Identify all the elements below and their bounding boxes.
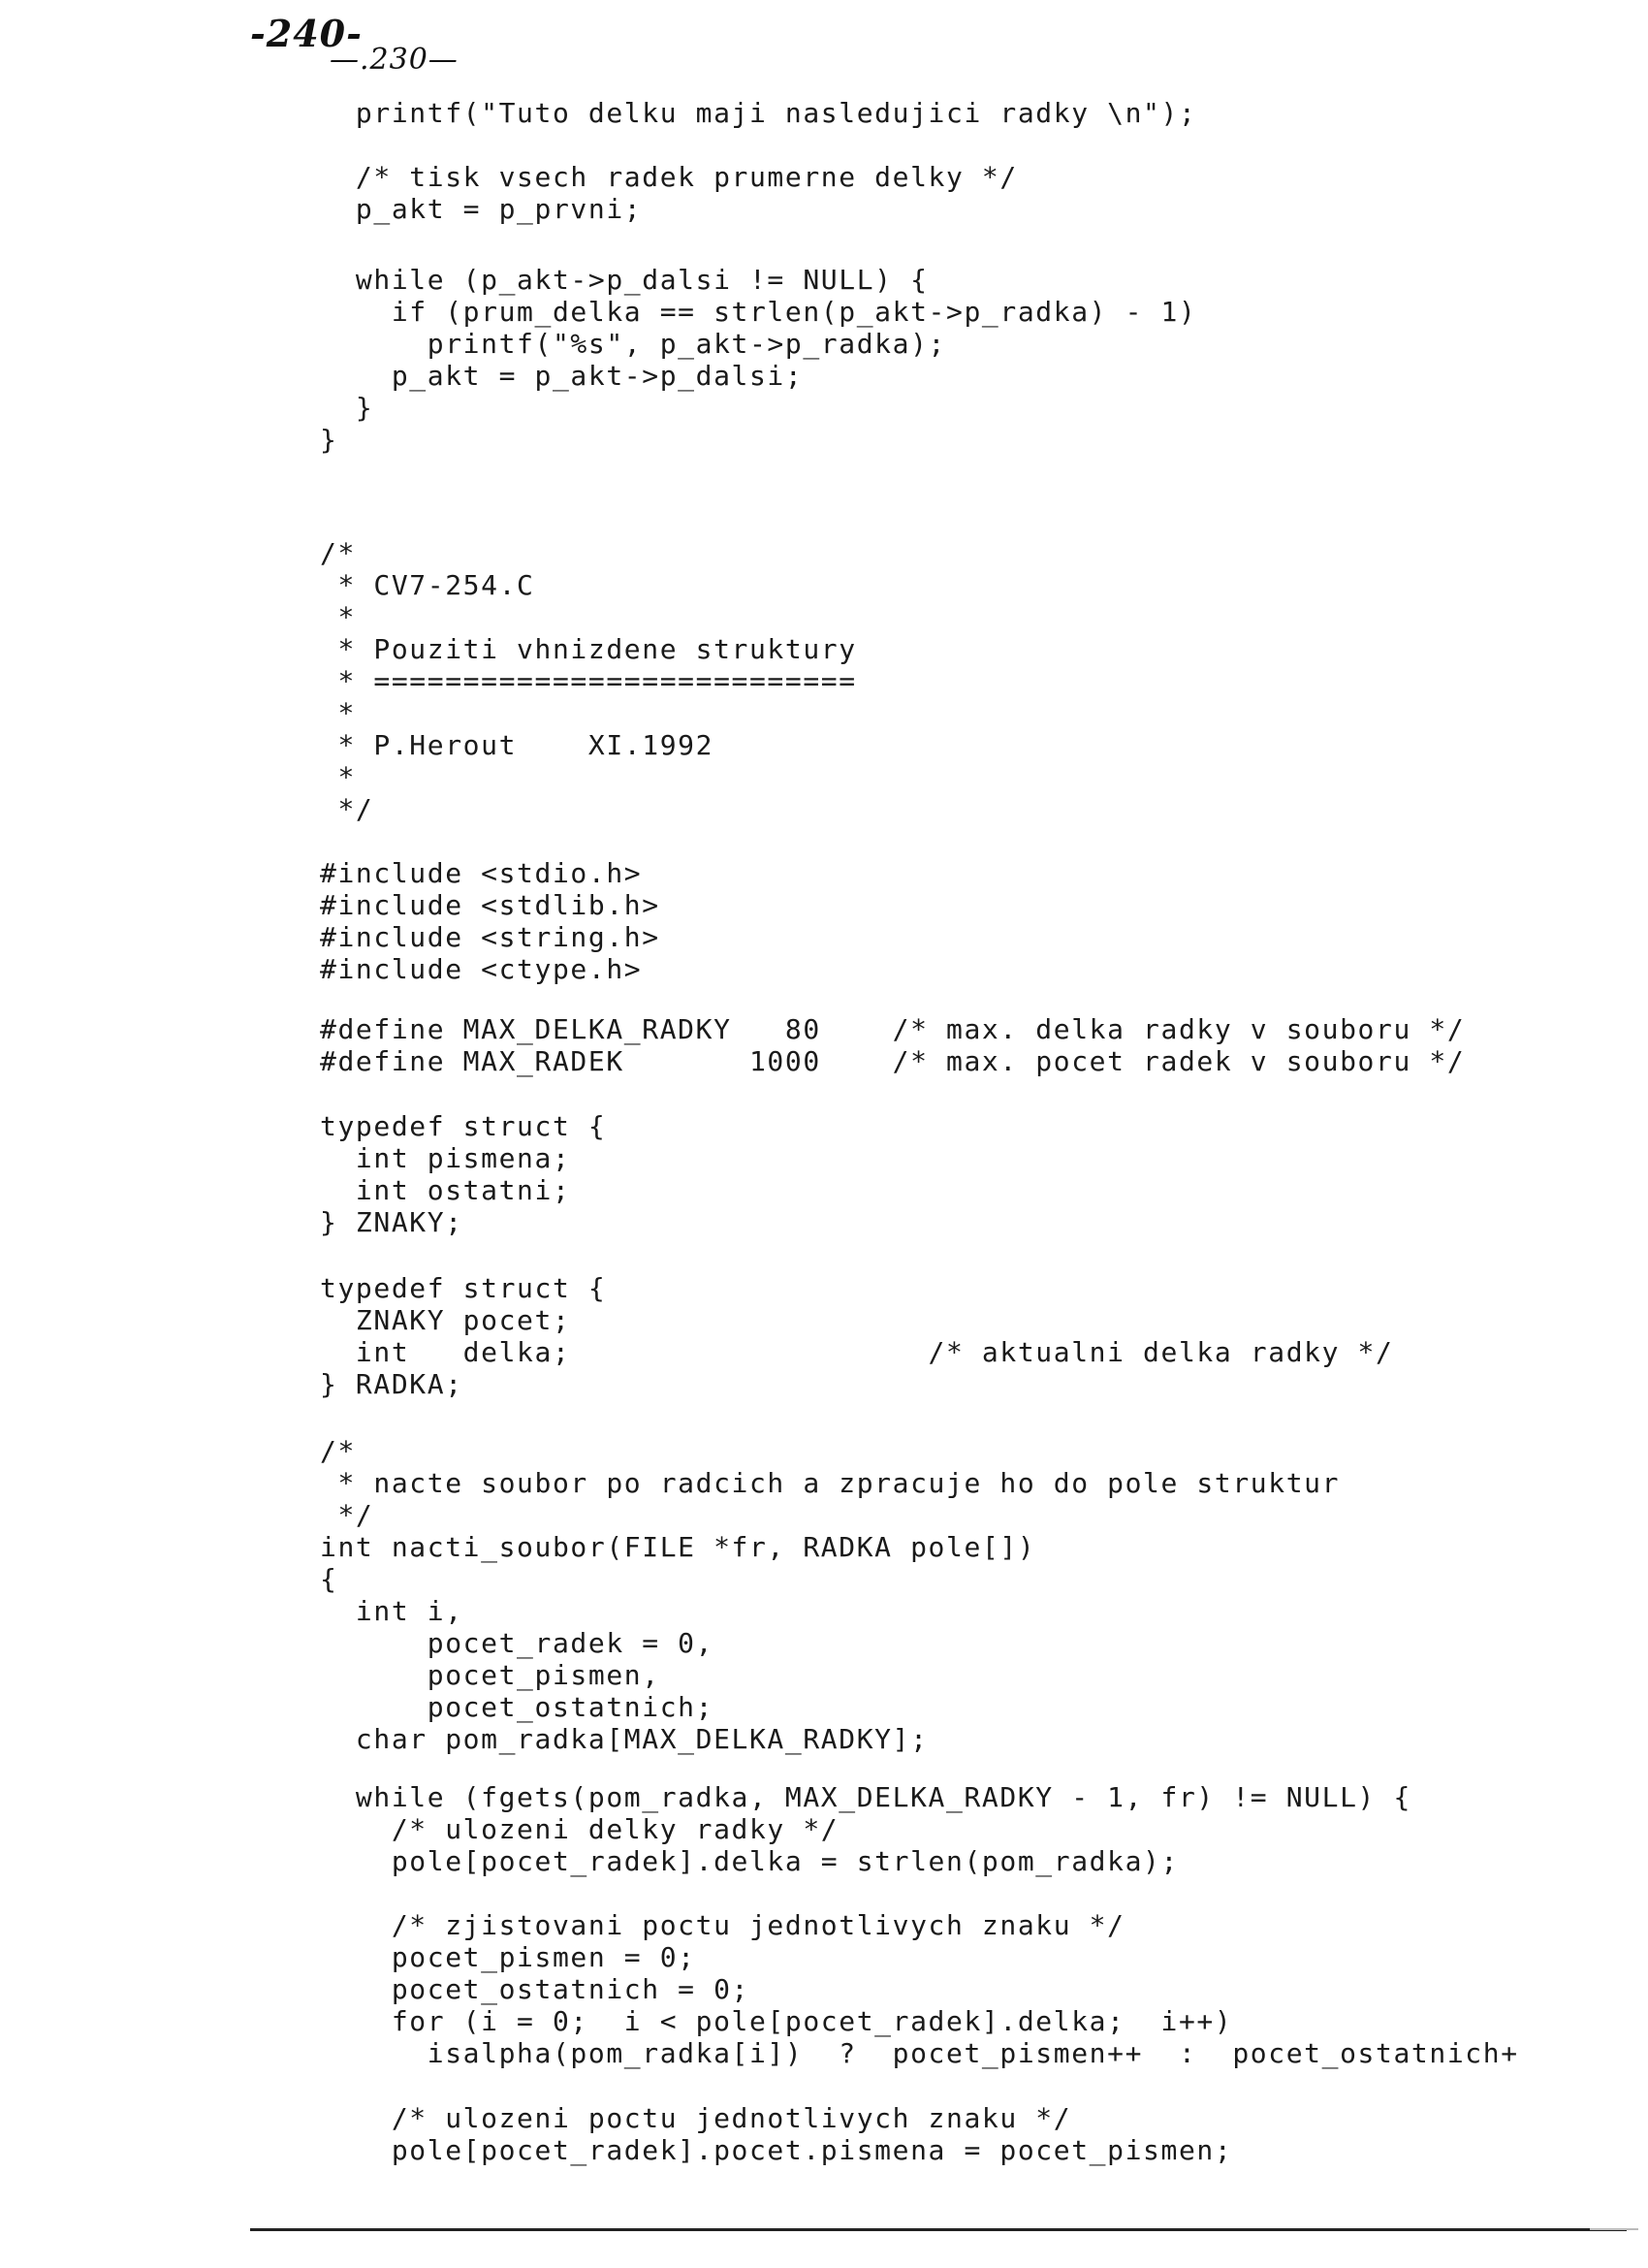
- bottom-rule-faint: [1590, 2228, 1638, 2230]
- fgets-loop-start: while (fgets(pom_radka, MAX_DELKA_RADKY - 1, fr) != NULL) { /* ulozeni delky radky */ pole[pocet_radek].delka = strlen(pom_radka);: [355, 1781, 1411, 1877]
- nacti-soubor-header: /* * nacte soubor po radcich a zpracuje ho do pole struktur */ int nacti_soubor(FILE *fr, RADKA pole[]) { int i, pocet_radek = 0, pocet_pismen, pocet_ostatnich; char pom_radka[MAX_DELKA_RADKY];: [320, 1435, 1341, 1755]
- typedef-znaky: typedef struct { int pismena; int ostatni; } ZNAKY;: [320, 1110, 607, 1238]
- store-counts-block: /* ulozeni poctu jednotlivych znaku */ pole[pocet_radek].pocet.pismena = pocet_pismen;: [391, 2102, 1233, 2166]
- while-loop-block: while (p_akt->p_dalsi != NULL) { if (prum_delka == strlen(p_akt->p_radka) - 1) printf("%s", p_akt->p_radka); p_akt = p_akt->p_dalsi; } }: [320, 264, 1197, 456]
- define-directives: #define MAX_DELKA_RADKY 80 /* max. delka radky v souboru */ #define MAX_RADEK 1000 /* max. pocet radek v souboru */: [320, 1013, 1466, 1077]
- typedef-radka: typedef struct { ZNAKY pocet; int delka; /* aktualni delka radky */ } RADKA;: [320, 1272, 1394, 1400]
- old-page-number: —.230—: [330, 43, 459, 77]
- print-average-comment: /* tisk vsech radek prumerne delky */ p_akt = p_prvni;: [355, 161, 1018, 225]
- page-number: -240-: [250, 12, 363, 55]
- bottom-rule: [250, 2228, 1627, 2231]
- file-header-comment: /* * CV7-254.C * * Pouziti vhnizdene struktury * =========================== * * P.Herout XI.1992 * */: [320, 537, 857, 825]
- character-count-block: /* zjistovani poctu jednotlivych znaku */ pocet_pismen = 0; pocet_ostatnich = 0; for (i = 0; i < pole[pocet_radek].delka; i++) isalpha(pom_radka[i]) ? pocet_pismen++ : pocet_ostatnich+: [391, 1909, 1519, 2069]
- printf-line: printf("Tuto delku maji nasledujici radky \n");: [320, 97, 1197, 129]
- include-directives: #include <stdio.h> #include <stdlib.h> #include <string.h> #include <ctype.h>: [320, 857, 660, 985]
